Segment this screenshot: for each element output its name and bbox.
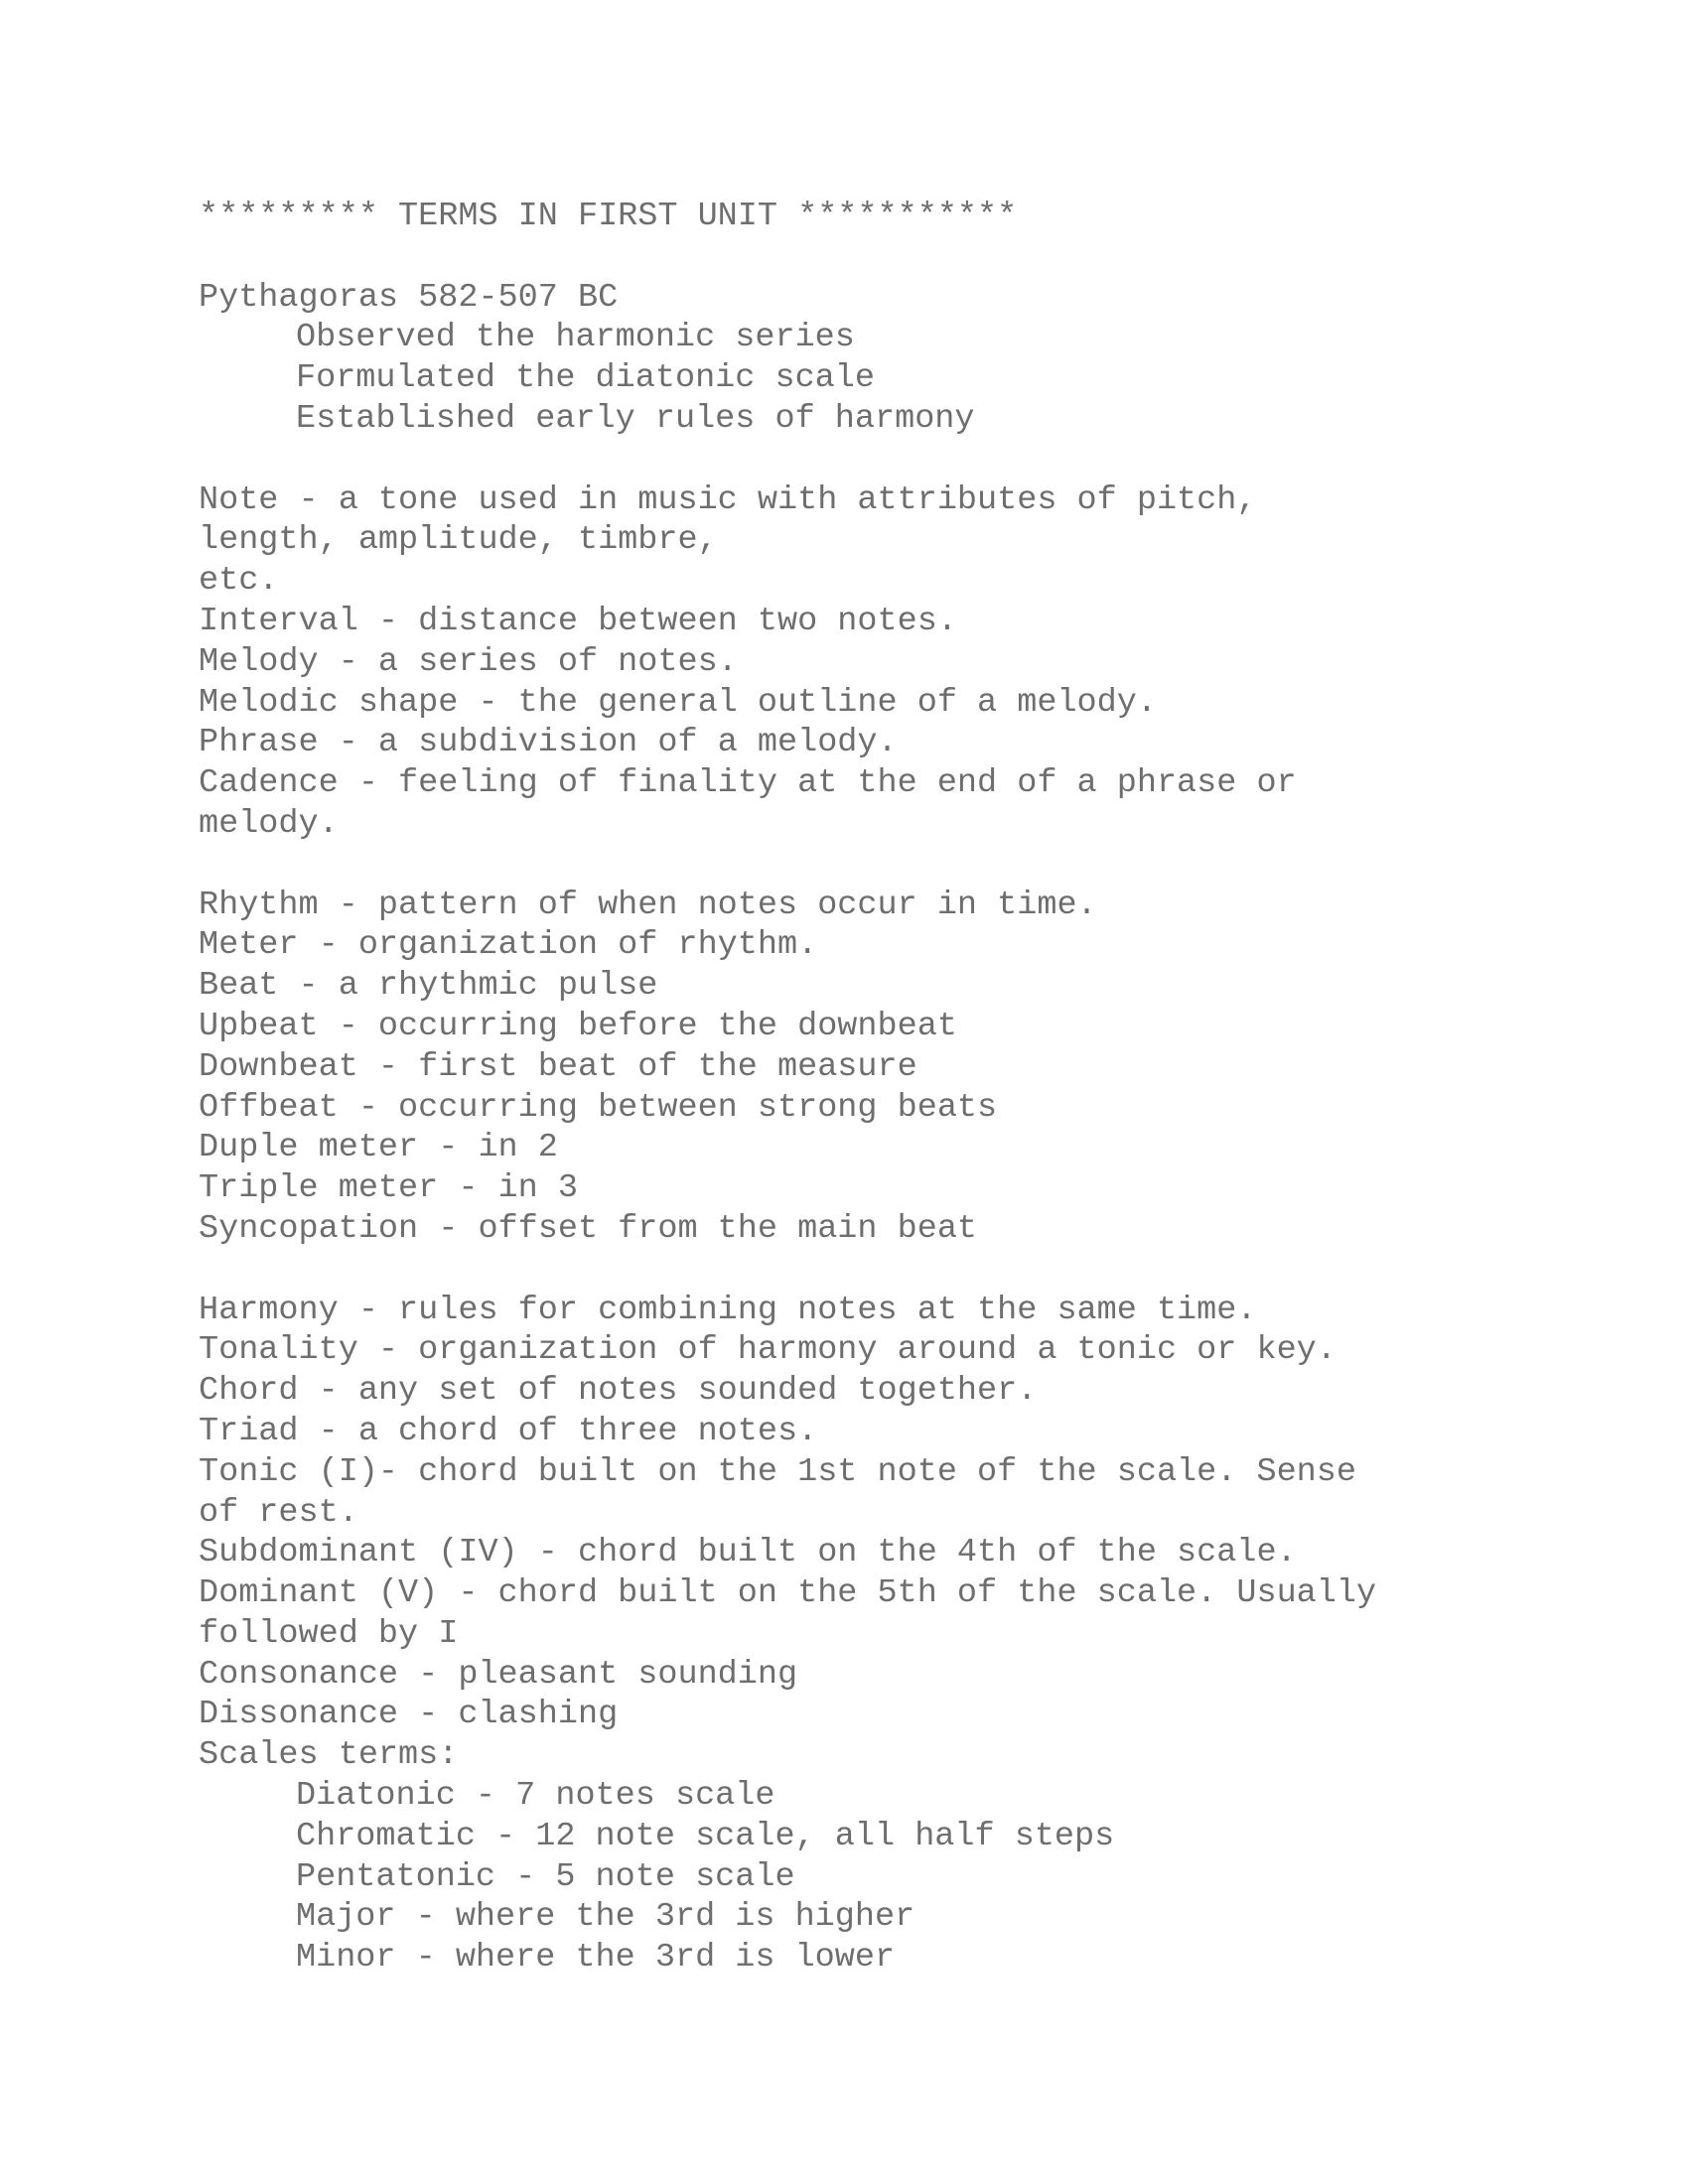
term-section <box>199 480 1589 845</box>
indented-term-line: Pentatonic - 5 note scale <box>296 1857 795 1896</box>
indented-term-line: Observed the harmonic series <box>296 319 855 357</box>
term-line: Rhythm - pattern of when notes occur in time. <box>199 886 1097 924</box>
term-line: Note - a tone used in music with attributes of pitch, <box>199 480 1257 519</box>
term-line: Consonance - pleasant sounding <box>199 1655 798 1694</box>
term-line: Downbeat - first beat of the measure <box>199 1047 917 1086</box>
term-line: Subdominant (IV) - chord built on the 4th of the scale. <box>199 1534 1297 1572</box>
section-spacer <box>199 1250 1589 1291</box>
document-title: ********* TERMS IN FIRST UNIT *********** <box>199 198 1018 235</box>
term-section <box>199 278 1589 440</box>
term-line: Phrase - a subdivision of a melody. <box>199 724 898 762</box>
indented-term-line: Formulated the diatonic scale <box>296 359 875 398</box>
term-line: Cadence - feeling of finality at the end of a phrase or <box>199 764 1297 803</box>
indented-term-line: Chromatic - 12 note scale, all half steps <box>296 1817 1115 1855</box>
term-line: etc. <box>199 562 279 601</box>
term-line: Beat - a rhythmic pulse <box>199 967 658 1006</box>
term-line: Syncopation - offset from the main beat <box>199 1209 978 1248</box>
indented-term-line: Minor - where the 3rd is lower <box>296 1939 896 1978</box>
term-line: Triad - a chord of three notes. <box>199 1412 818 1450</box>
term-line: melody. <box>199 804 339 843</box>
section-spacer <box>199 845 1589 886</box>
indented-term-line: Major - where the 3rd is higher <box>296 1898 915 1937</box>
term-line: Melodic shape - the general outline of a melody. <box>199 683 1157 722</box>
term-line: Meter - organization of rhythm. <box>199 926 818 965</box>
term-line: Dissonance - clashing <box>199 1696 619 1734</box>
term-line: Tonic (I)- chord built on the 1st note of the scale. Sense <box>199 1452 1356 1491</box>
term-line: Harmony - rules for combining notes at the same time. <box>199 1291 1257 1329</box>
term-line: of rest. <box>199 1493 358 1532</box>
spacer <box>199 237 1589 278</box>
term-line: Triple meter - in 3 <box>199 1169 578 1208</box>
section-spacer <box>199 440 1589 480</box>
term-section <box>199 1291 1589 1979</box>
indented-term-line: Diatonic - 7 notes scale <box>296 1777 775 1816</box>
term-line: Duple meter - in 2 <box>199 1129 558 1167</box>
term-line: Interval - distance between two notes. <box>199 602 957 640</box>
term-line: Upbeat - occurring before the downbeat <box>199 1007 957 1045</box>
term-line: Chord - any set of notes sounded together. <box>199 1372 1038 1411</box>
term-line: followed by I <box>199 1614 459 1653</box>
term-line: Melody - a series of notes. <box>199 642 738 681</box>
term-section <box>199 886 1589 1250</box>
term-line: Tonality - organization of harmony around a tonic or key. <box>199 1331 1336 1370</box>
term-line: Offbeat - occurring between strong beats <box>199 1088 998 1127</box>
term-line: Scales terms: <box>199 1736 459 1775</box>
indented-term-line: Established early rules of harmony <box>296 399 975 438</box>
term-line: Dominant (V) - chord built on the 5th of the scale. Usually <box>199 1574 1377 1613</box>
document-body <box>199 197 1589 1979</box>
term-line: Pythagoras 582-507 BC <box>199 278 619 317</box>
term-line: length, amplitude, timbre, <box>199 521 718 560</box>
term-sections <box>199 278 1589 1979</box>
